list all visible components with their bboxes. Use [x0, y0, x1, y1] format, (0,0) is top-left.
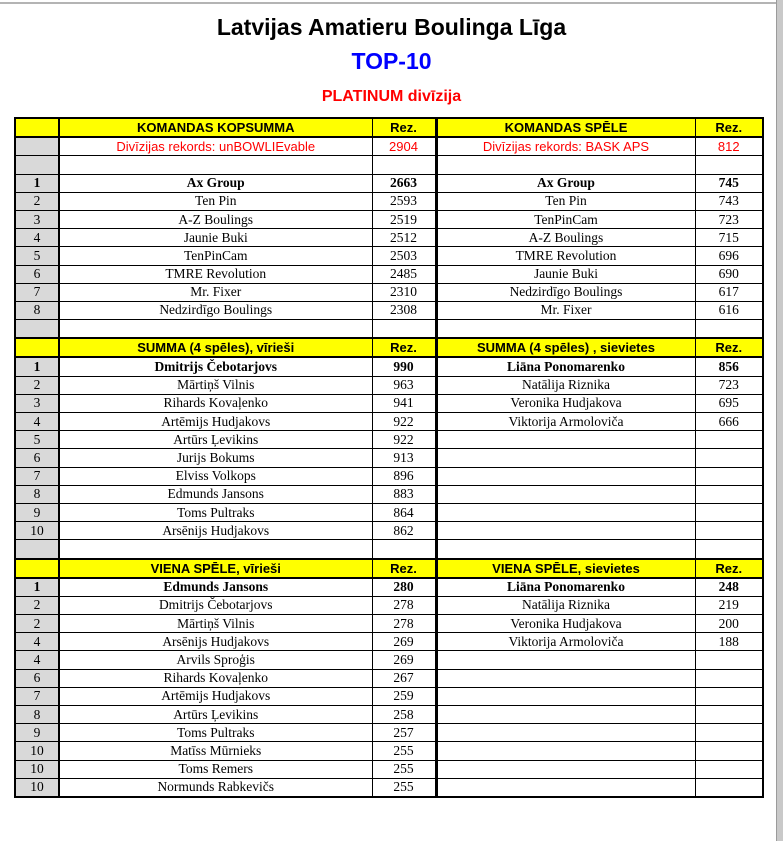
score-cell-left: 280	[372, 578, 436, 597]
rez-header-right: Rez.	[695, 559, 763, 578]
name-cell-right: Viktorija Armoloviča	[436, 633, 695, 651]
name-cell-right: Viktorija Armoloviča	[436, 413, 695, 431]
score-cell-right: 219	[695, 596, 763, 614]
name-cell-left: Arvils Sproģis	[59, 651, 372, 669]
name-cell-right	[436, 778, 695, 797]
table-row	[15, 449, 763, 467]
standings-table	[14, 117, 764, 798]
name-cell-left: Dmitrijs Čebotarjovs	[59, 357, 372, 376]
name-cell-empty	[59, 320, 372, 339]
name-cell-right: Jaunie Buki	[436, 265, 695, 283]
rank-cell: 3	[15, 394, 59, 412]
record-label-right: Divīzijas rekords: BASK APS	[436, 137, 695, 156]
score-cell-left: 864	[372, 503, 436, 521]
table-row	[15, 615, 763, 633]
score-cell-right: 723	[695, 376, 763, 394]
score-cell-left: 255	[372, 778, 436, 797]
record-value-right: 812	[695, 137, 763, 156]
score-cell-right: 745	[695, 174, 763, 192]
section-header-row	[15, 338, 763, 357]
rank-cell: 7	[15, 283, 59, 301]
rank-cell-empty	[15, 320, 59, 339]
rez-header-left: Rez.	[372, 338, 436, 357]
section-title-left: VIENA SPĒLE, vīrieši	[59, 559, 372, 578]
table-row	[15, 669, 763, 687]
table-row	[15, 283, 763, 301]
table-row	[15, 229, 763, 247]
section-header-row	[15, 559, 763, 578]
rank-header-cell	[15, 559, 59, 578]
score-cell-left: 990	[372, 357, 436, 376]
standings-table-body	[15, 118, 763, 797]
score-cell-left: 2310	[372, 283, 436, 301]
rank-cell: 3	[15, 210, 59, 228]
score-cell-right	[695, 485, 763, 503]
name-cell-left: Mārtiņš Vilnis	[59, 376, 372, 394]
name-cell-left: Toms Pultraks	[59, 724, 372, 742]
score-cell-right: 200	[695, 615, 763, 633]
rank-header-cell	[15, 118, 59, 137]
score-cell-right: 743	[695, 192, 763, 210]
name-cell-left: TMRE Revolution	[59, 265, 372, 283]
rank-cell: 4	[15, 633, 59, 651]
score-cell-left: 255	[372, 742, 436, 760]
name-cell-right	[436, 431, 695, 449]
table-row	[15, 192, 763, 210]
rank-cell: 1	[15, 174, 59, 192]
rank-cell: 4	[15, 651, 59, 669]
window-right-edge	[776, 0, 783, 841]
score-cell-left: 913	[372, 449, 436, 467]
table-row	[15, 376, 763, 394]
section-header-row	[15, 118, 763, 137]
name-cell-right	[436, 669, 695, 687]
name-cell-right: Mr. Fixer	[436, 301, 695, 319]
table-row	[15, 742, 763, 760]
title-block	[0, 0, 783, 106]
rank-cell: 7	[15, 687, 59, 705]
score-cell-empty	[372, 320, 436, 339]
name-cell-right	[436, 449, 695, 467]
rez-header-left: Rez.	[372, 559, 436, 578]
score-cell-empty	[695, 320, 763, 339]
table-row	[15, 413, 763, 431]
name-cell-right: TenPinCam	[436, 210, 695, 228]
score-cell-left: 896	[372, 467, 436, 485]
section-title-left: SUMMA (4 spēles), vīrieši	[59, 338, 372, 357]
score-cell-right: 690	[695, 265, 763, 283]
table-row	[15, 687, 763, 705]
table-row	[15, 357, 763, 376]
name-cell-left: Ten Pin	[59, 192, 372, 210]
score-cell-right: 616	[695, 301, 763, 319]
score-cell-left: 963	[372, 376, 436, 394]
name-cell-left: Dmitrijs Čebotarjovs	[59, 596, 372, 614]
division-label: PLATINUM divīzija	[321, 88, 462, 105]
table-row	[15, 596, 763, 614]
score-cell-left: 883	[372, 485, 436, 503]
name-cell-left: Jaunie Buki	[59, 229, 372, 247]
name-cell-right	[436, 724, 695, 742]
rank-cell: 1	[15, 578, 59, 597]
name-cell-empty	[59, 540, 372, 559]
name-cell-right	[436, 651, 695, 669]
name-cell-right: Natālija Riznika	[436, 376, 695, 394]
name-cell-left: Rihards Kovaļenko	[59, 394, 372, 412]
score-cell-empty	[372, 540, 436, 559]
score-cell-empty	[695, 156, 763, 174]
name-cell-right: Liāna Ponomarenko	[436, 578, 695, 597]
table-row	[15, 522, 763, 540]
name-cell-right: Ax Group	[436, 174, 695, 192]
rank-cell-empty	[15, 137, 59, 156]
rank-cell: 7	[15, 467, 59, 485]
score-cell-right	[695, 503, 763, 521]
rank-cell: 9	[15, 724, 59, 742]
score-cell-left: 2308	[372, 301, 436, 319]
name-cell-left: Matīss Mūrnieks	[59, 742, 372, 760]
score-cell-right	[695, 431, 763, 449]
score-cell-empty	[372, 156, 436, 174]
name-cell-right	[436, 485, 695, 503]
name-cell-right: Veronika Hudjakova	[436, 394, 695, 412]
score-cell-left: 269	[372, 633, 436, 651]
score-cell-left: 941	[372, 394, 436, 412]
name-cell-left: TenPinCam	[59, 247, 372, 265]
rank-cell: 10	[15, 522, 59, 540]
section-title-right: KOMANDAS SPĒLE	[436, 118, 695, 137]
rank-cell: 10	[15, 778, 59, 797]
score-cell-left: 259	[372, 687, 436, 705]
rank-cell: 9	[15, 503, 59, 521]
name-cell-left: Rihards Kovaļenko	[59, 669, 372, 687]
name-cell-left: Artēmijs Hudjakovs	[59, 687, 372, 705]
name-cell-right	[436, 522, 695, 540]
name-cell-left: Ax Group	[59, 174, 372, 192]
table-row	[15, 485, 763, 503]
separator-row	[15, 540, 763, 559]
rank-cell: 2	[15, 192, 59, 210]
section-title-left: KOMANDAS KOPSUMMA	[59, 118, 372, 137]
name-cell-right: Ten Pin	[436, 192, 695, 210]
rank-cell-empty	[15, 540, 59, 559]
table-row	[15, 174, 763, 192]
name-cell-left: Toms Remers	[59, 760, 372, 778]
name-cell-empty	[436, 540, 695, 559]
name-cell-left: Artūrs Ļevikins	[59, 431, 372, 449]
rank-cell: 8	[15, 485, 59, 503]
score-cell-left: 922	[372, 413, 436, 431]
name-cell-right	[436, 760, 695, 778]
score-cell-right: 723	[695, 210, 763, 228]
name-cell-left: Normunds Rabkevičs	[59, 778, 372, 797]
rank-cell: 2	[15, 596, 59, 614]
name-cell-left: Edmunds Jansons	[59, 578, 372, 597]
top10-subtitle: TOP-10	[351, 48, 432, 74]
rank-cell: 6	[15, 449, 59, 467]
score-cell-right	[695, 778, 763, 797]
table-row	[15, 778, 763, 797]
score-cell-left: 255	[372, 760, 436, 778]
rank-cell: 4	[15, 229, 59, 247]
score-cell-right	[695, 724, 763, 742]
rank-cell: 5	[15, 431, 59, 449]
rank-cell: 8	[15, 301, 59, 319]
rez-header-left: Rez.	[372, 118, 436, 137]
score-cell-right	[695, 687, 763, 705]
name-cell-left: Elviss Volkops	[59, 467, 372, 485]
score-cell-left: 278	[372, 615, 436, 633]
score-cell-left: 2512	[372, 229, 436, 247]
rez-header-right: Rez.	[695, 338, 763, 357]
name-cell-left: Toms Pultraks	[59, 503, 372, 521]
score-cell-right: 696	[695, 247, 763, 265]
section-title-right: VIENA SPĒLE, sievietes	[436, 559, 695, 578]
table-row	[15, 467, 763, 485]
score-cell-right: 695	[695, 394, 763, 412]
name-cell-right: A-Z Boulings	[436, 229, 695, 247]
rank-header-cell	[15, 338, 59, 357]
name-cell-left: A-Z Boulings	[59, 210, 372, 228]
rank-cell: 10	[15, 760, 59, 778]
name-cell-left: Mr. Fixer	[59, 283, 372, 301]
rank-cell: 6	[15, 669, 59, 687]
name-cell-left: Arsēnijs Hudjakovs	[59, 522, 372, 540]
name-cell-left: Artūrs Ļevikins	[59, 706, 372, 724]
name-cell-left: Jurijs Bokums	[59, 449, 372, 467]
name-cell-right: TMRE Revolution	[436, 247, 695, 265]
rank-cell: 2	[15, 376, 59, 394]
name-cell-right: Nedzirdīgo Boulings	[436, 283, 695, 301]
score-cell-right: 188	[695, 633, 763, 651]
score-cell-right	[695, 449, 763, 467]
rez-header-right: Rez.	[695, 118, 763, 137]
score-cell-left: 267	[372, 669, 436, 687]
table-row	[15, 247, 763, 265]
table-row	[15, 760, 763, 778]
name-cell-empty	[436, 156, 695, 174]
name-cell-right	[436, 706, 695, 724]
rank-cell-empty	[15, 156, 59, 174]
score-cell-right	[695, 651, 763, 669]
name-cell-right: Veronika Hudjakova	[436, 615, 695, 633]
score-cell-right	[695, 467, 763, 485]
score-cell-right	[695, 669, 763, 687]
score-cell-right: 617	[695, 283, 763, 301]
name-cell-empty	[436, 320, 695, 339]
name-cell-left: Nedzirdīgo Boulings	[59, 301, 372, 319]
name-cell-right: Natālija Riznika	[436, 596, 695, 614]
rank-cell: 1	[15, 357, 59, 376]
score-cell-right	[695, 706, 763, 724]
score-cell-left: 258	[372, 706, 436, 724]
rank-cell: 2	[15, 615, 59, 633]
score-cell-right: 856	[695, 357, 763, 376]
table-row	[15, 633, 763, 651]
score-cell-right: 715	[695, 229, 763, 247]
score-cell-left: 2663	[372, 174, 436, 192]
score-cell-left: 269	[372, 651, 436, 669]
rank-cell: 10	[15, 742, 59, 760]
score-cell-left: 257	[372, 724, 436, 742]
section-title-right: SUMMA (4 spēles) , sievietes	[436, 338, 695, 357]
separator-row	[15, 320, 763, 339]
score-cell-right	[695, 760, 763, 778]
record-label-left: Divīzijas rekords: unBOWLIEvable	[59, 137, 372, 156]
separator-row	[15, 156, 763, 174]
score-cell-left: 278	[372, 596, 436, 614]
score-cell-left: 922	[372, 431, 436, 449]
score-cell-left: 2503	[372, 247, 436, 265]
name-cell-right	[436, 503, 695, 521]
table-row	[15, 301, 763, 319]
table-row	[15, 394, 763, 412]
score-cell-left: 2485	[372, 265, 436, 283]
name-cell-right: Liāna Ponomarenko	[436, 357, 695, 376]
rank-cell: 8	[15, 706, 59, 724]
table-row	[15, 706, 763, 724]
name-cell-left: Arsēnijs Hudjakovs	[59, 633, 372, 651]
table-row	[15, 724, 763, 742]
name-cell-left: Artēmijs Hudjakovs	[59, 413, 372, 431]
table-row	[15, 503, 763, 521]
score-cell-empty	[695, 540, 763, 559]
table-row	[15, 578, 763, 597]
score-cell-left: 2593	[372, 192, 436, 210]
name-cell-left: Mārtiņš Vilnis	[59, 615, 372, 633]
rank-cell: 6	[15, 265, 59, 283]
name-cell-right	[436, 687, 695, 705]
name-cell-left: Edmunds Jansons	[59, 485, 372, 503]
name-cell-right	[436, 467, 695, 485]
score-cell-right	[695, 522, 763, 540]
record-value-left: 2904	[372, 137, 436, 156]
page-title: Latvijas Amatieru Boulinga Līga	[216, 14, 567, 40]
score-cell-right: 248	[695, 578, 763, 597]
name-cell-right	[436, 742, 695, 760]
name-cell-empty	[59, 156, 372, 174]
table-row	[15, 265, 763, 283]
table-row	[15, 651, 763, 669]
division-record-row	[15, 137, 763, 156]
rank-cell: 4	[15, 413, 59, 431]
score-cell-left: 2519	[372, 210, 436, 228]
table-row	[15, 210, 763, 228]
rank-cell: 5	[15, 247, 59, 265]
score-cell-right	[695, 742, 763, 760]
table-row	[15, 431, 763, 449]
score-cell-right: 666	[695, 413, 763, 431]
score-cell-left: 862	[372, 522, 436, 540]
